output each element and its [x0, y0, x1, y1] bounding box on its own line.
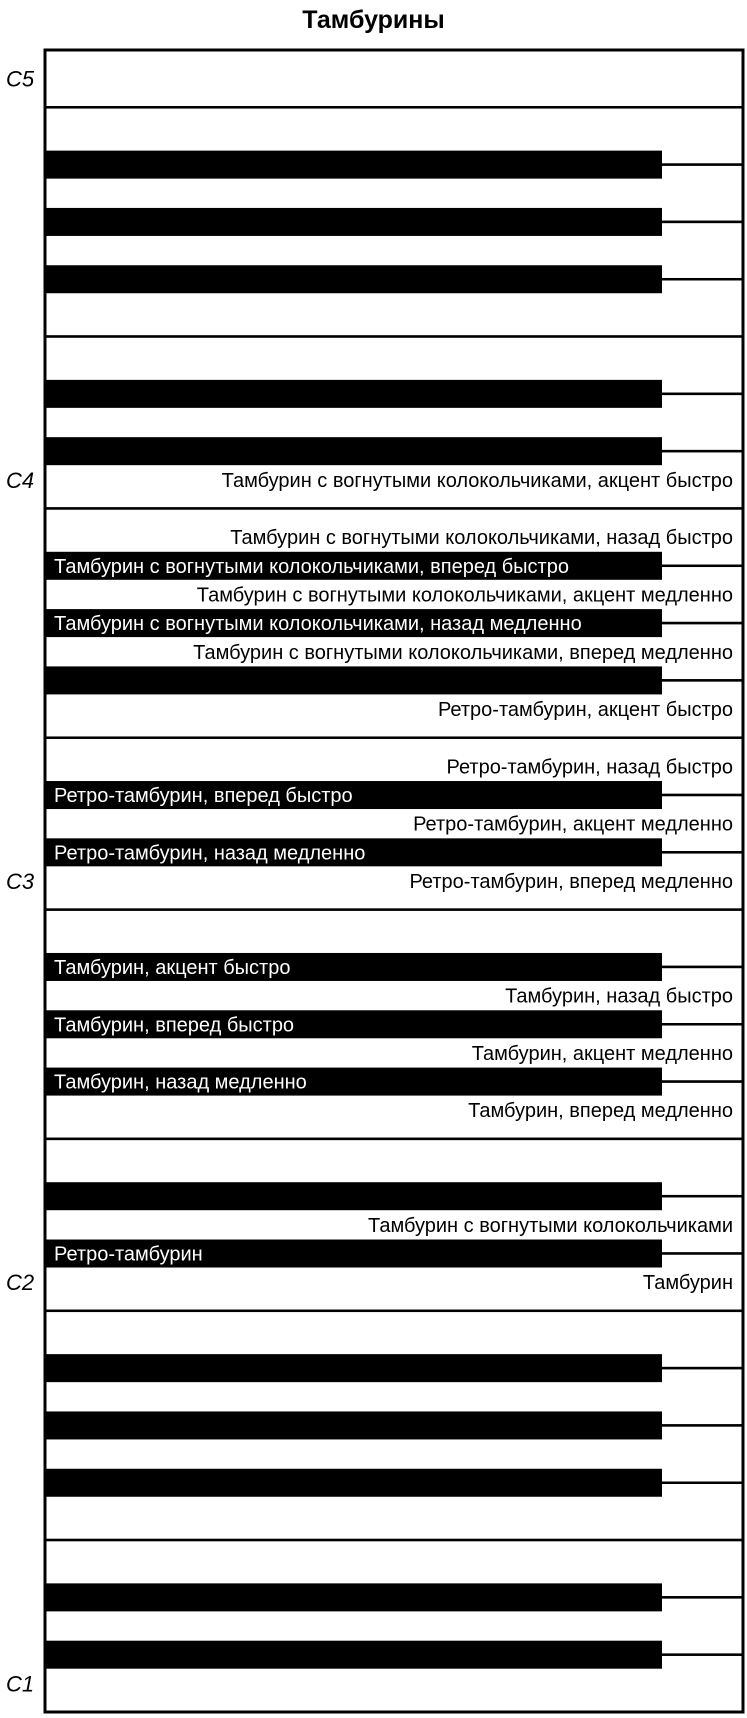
key-label-c-sharp3: Ретро-тамбурин, назад медленно: [54, 842, 366, 865]
black-key-c-sharp1[interactable]: [45, 1641, 662, 1669]
key-label-f2: Тамбурин, вперед медленно: [468, 1100, 733, 1123]
black-key-d-sharp4[interactable]: [45, 380, 662, 408]
octave-label-c4: C4: [6, 467, 35, 493]
octave-label-c3: C3: [6, 869, 35, 894]
key-label-a2: Тамбурин, назад быстро: [505, 985, 733, 1008]
black-key-g-sharp1[interactable]: [45, 1411, 662, 1439]
black-key-a-sharp4[interactable]: [45, 151, 662, 179]
black-key-f-sharp4[interactable]: [45, 265, 662, 293]
black-key-g-sharp4[interactable]: [45, 208, 662, 236]
key-label-e3: Ретро-тамбурин, назад быстро: [446, 756, 733, 779]
black-key-c-sharp4[interactable]: [45, 437, 662, 465]
octave-label-c1: C1: [6, 1671, 35, 1697]
key-label-c4: Тамбурин с вогнутыми колокольчиками, акцент быстро: [221, 469, 733, 492]
black-key-d-sharp2[interactable]: [45, 1182, 662, 1210]
key-label-g-sharp2: Тамбурин, вперед быстро: [54, 1014, 295, 1037]
key-label-d-sharp3: Ретро-тамбурин, вперед быстро: [54, 785, 353, 808]
black-key-f-sharp3[interactable]: [45, 666, 662, 694]
key-label-g-sharp3: Тамбурин с вогнутыми колокольчиками, назад медленно: [54, 613, 582, 636]
black-key-f-sharp1[interactable]: [45, 1469, 662, 1497]
key-label-g3: Тамбурин с вогнутыми колокольчиками, вперед медленно: [193, 641, 733, 664]
key-label-a-sharp2: Тамбурин, акцент быстро: [54, 956, 291, 979]
key-label-c2: Тамбурин: [642, 1272, 733, 1295]
key-label-d2: Тамбурин с вогнутыми колокольчиками: [368, 1214, 733, 1237]
key-label-d3: Ретро-тамбурин, акцент медленно: [413, 813, 733, 836]
black-key-d-sharp1[interactable]: [45, 1583, 662, 1611]
octave-label-c5: C5: [6, 66, 35, 92]
key-label-c-sharp2: Ретро-тамбурин: [54, 1243, 203, 1266]
key-label-a-sharp3: Тамбурин с вогнутыми колокольчиками, вперед быстро: [54, 555, 569, 578]
black-key-a-sharp1[interactable]: [45, 1354, 662, 1382]
key-label-f-sharp2: Тамбурин, назад медленно: [54, 1071, 307, 1094]
key-label-g2: Тамбурин, акцент медленно: [471, 1042, 733, 1065]
key-label-a3: Тамбурин с вогнутыми колокольчиками, акцент медленно: [196, 584, 733, 607]
white-key-c5[interactable]: [45, 50, 743, 107]
octave-label-c2: C2: [6, 1270, 35, 1296]
key-label-b3: Тамбурин с вогнутыми колокольчиками, назад быстро: [230, 527, 733, 550]
key-label-c3: Ретро-тамбурин, вперед медленно: [409, 871, 733, 893]
page-title: Тамбурины: [302, 6, 445, 34]
key-label-f3: Ретро-тамбурин, акцент быстро: [437, 699, 733, 722]
